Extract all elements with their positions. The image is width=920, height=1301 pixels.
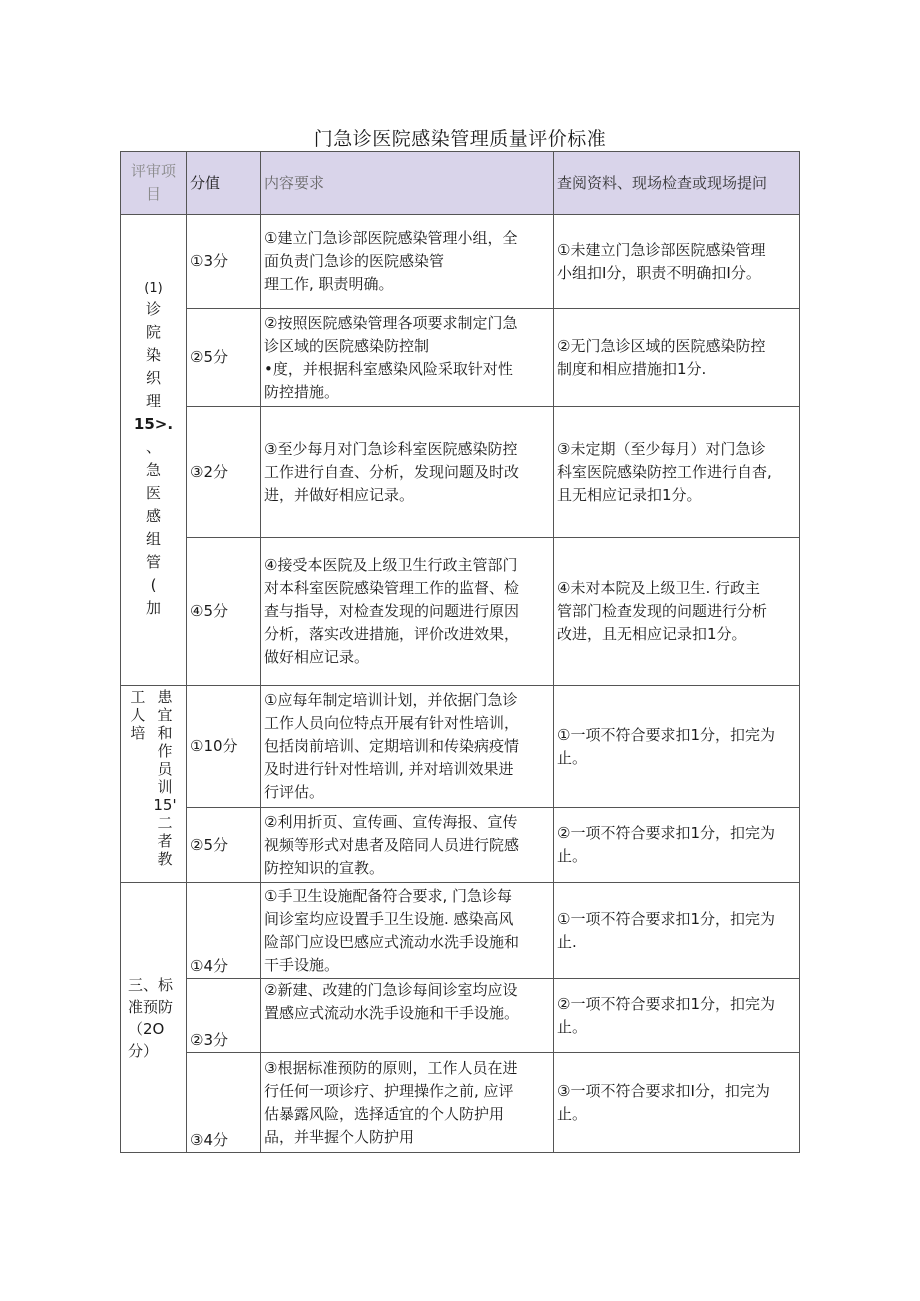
category-char: 患 xyxy=(157,688,173,706)
category-char: 准预防 xyxy=(128,997,174,1016)
category-cell-1 xyxy=(121,215,187,686)
category-char: 三、标 xyxy=(128,975,174,994)
cell-line: ③根据标准预防的原则，工作人员在进 xyxy=(264,1058,518,1077)
category-char: 急 xyxy=(145,461,161,479)
cell-line: 包括岗前培训、定期培训和传染病疫情 xyxy=(264,737,520,755)
cell-line: 且无相应记录扣1分。 xyxy=(557,485,702,504)
check-cell xyxy=(554,808,800,883)
score-cell: ①10分 xyxy=(187,686,261,808)
cell-line: 工作进行自查、分析，发现问题及时改 xyxy=(264,462,520,481)
content-cell xyxy=(261,309,554,407)
category-char: 院 xyxy=(145,323,161,341)
table-row xyxy=(121,538,800,686)
cell-line: ②按照医院感染管理各项要求制定门急 xyxy=(264,313,518,332)
category-2-right-column xyxy=(153,688,176,868)
cell-line: 间诊室均应设置手卫生设施. 感染高风 xyxy=(264,909,514,928)
cell-line: 止. xyxy=(557,932,577,951)
cell-line: ①一项不符合要求扣1分，扣完为 xyxy=(557,725,775,744)
category-2-left-column xyxy=(130,688,145,868)
cell-line: 视频等形式对患者及陪同人员进行院感 xyxy=(264,835,520,854)
cell-line: 查与指导，对检查发现的问题进行原因 xyxy=(264,602,520,620)
category-char: 分） xyxy=(128,1041,159,1060)
cell-line: 防控知识的宣教。 xyxy=(264,858,385,877)
page-title: 门急诊医院感染管理质量评价标准 xyxy=(313,128,607,150)
category-char: 15' xyxy=(153,796,177,814)
category-char: 加 xyxy=(145,599,161,617)
category-3-text xyxy=(124,974,183,1062)
header-check: 查阅资料、现场检查或现场提问 xyxy=(554,152,800,215)
cell-line: 止。 xyxy=(557,1017,588,1036)
cell-line: 止。 xyxy=(557,748,588,767)
header-score: 分值 xyxy=(187,152,261,215)
cell-line: ①手卫生设施配备符合要求, 门急诊每 xyxy=(264,886,512,905)
content-cell xyxy=(261,979,554,1053)
cell-line: 止。 xyxy=(557,847,588,865)
category-char: 感 xyxy=(145,507,161,525)
cell-line: ②利用折页、宣传画、宣传海报、宣传 xyxy=(264,812,518,831)
content-cell xyxy=(261,215,554,309)
category-char: 教 xyxy=(157,850,173,868)
category-char: 和 xyxy=(157,724,173,742)
category-char: 理 xyxy=(145,392,161,410)
category-char: 工 xyxy=(130,688,146,706)
cell-line: 分析，落实改进措施，评价改进效果， xyxy=(264,625,520,643)
category-char: 人 xyxy=(130,706,146,724)
table-row xyxy=(121,979,800,1053)
cell-line: 置感应式流动水洗手设施和干手设施。 xyxy=(264,1004,520,1022)
cell-line: 及时进行针对性培训, 并对培训效果进 xyxy=(264,760,514,778)
header-content: 内容要求 xyxy=(261,152,554,215)
score-cell: ④5分 xyxy=(187,538,261,686)
category-char: 15>. xyxy=(133,415,174,433)
cell-line: 干手设施。 xyxy=(264,955,340,974)
cell-line: •度，并根据科室感染风险采取针对性 xyxy=(264,359,513,378)
category-char: 训 xyxy=(157,778,173,796)
cell-line: 进，并做好相应记录。 xyxy=(264,485,415,504)
cell-line: 工作人员向位特点开展有针对性培训， xyxy=(264,714,520,732)
category-2-text xyxy=(124,686,183,868)
cell-line: 险部门应设巴感应式流动水洗手设施和 xyxy=(264,932,520,951)
cell-line: 做好相应记录。 xyxy=(264,648,370,666)
cell-line: ③一项不符合要求扣I分，扣完为 xyxy=(557,1081,770,1100)
cell-line: ③未定期（至少每月）对门急诊 xyxy=(557,439,766,458)
category-char: 染 xyxy=(145,346,161,364)
cell-line: ②无门急诊区域的医院感染防控 xyxy=(557,336,766,355)
score-cell: ①3分 xyxy=(187,215,261,309)
category-char: 者 xyxy=(157,832,173,850)
cell-line: 管部门检查发现的问题进行分析 xyxy=(557,602,768,620)
cell-line: 小组扣I分，职责不明确扣I分。 xyxy=(557,263,761,282)
content-cell xyxy=(261,686,554,808)
table-header-row xyxy=(121,152,800,215)
evaluation-table xyxy=(120,151,800,1153)
category-1-text xyxy=(124,280,183,620)
category-char: 组 xyxy=(145,530,161,548)
cell-line: 面负责门急诊的医院感染管 xyxy=(264,252,445,270)
check-cell xyxy=(554,407,800,538)
category-char: 诊 xyxy=(145,300,161,318)
cell-line: 改进，且无相应记录扣1分。 xyxy=(557,625,747,643)
cell-line: 制度和相应措施扣1分. xyxy=(557,359,707,378)
cell-line: ④接受本医院及上级卫生行政主管部门 xyxy=(264,556,518,574)
table-row xyxy=(121,309,800,407)
table-row xyxy=(121,407,800,538)
header-category: 评审项目 xyxy=(121,152,187,215)
check-cell xyxy=(554,883,800,979)
content-cell xyxy=(261,1053,554,1153)
cell-line: 对本科室医院感染管理工作的监督、检 xyxy=(264,579,520,597)
table-row xyxy=(121,883,800,979)
category-char: 、 xyxy=(145,438,161,456)
cell-line: 行任何一项诊疗、护理操作之前, 应评 xyxy=(264,1081,514,1100)
cell-line: ②一项不符合要求扣1分，扣完为 xyxy=(557,824,775,842)
table-row xyxy=(121,1053,800,1153)
category-char: (1) xyxy=(144,281,163,296)
table-row xyxy=(121,215,800,309)
cell-line: ②新建、改建的门急诊每间诊室均应设 xyxy=(264,981,518,999)
cell-line: ③至少每月对门急诊科室医院感染防控 xyxy=(264,439,518,458)
score-cell: ③4分 xyxy=(187,1053,261,1153)
table-row xyxy=(121,808,800,883)
cell-line: ①应每年制定培训计划，并依据门急诊 xyxy=(264,691,518,709)
cell-line: 品，并芈握个人防护用 xyxy=(264,1127,415,1146)
score-cell: ①4分 xyxy=(187,883,261,979)
category-char: 织 xyxy=(145,369,161,387)
cell-line: 估暴露风险，选择适宜的个人防护用 xyxy=(264,1104,505,1123)
cell-line: ①未建立门急诊部医院感染管理 xyxy=(557,240,766,259)
content-cell xyxy=(261,407,554,538)
content-cell xyxy=(261,538,554,686)
content-cell xyxy=(261,808,554,883)
check-cell xyxy=(554,979,800,1053)
category-cell-3 xyxy=(121,883,187,1153)
category-char: 宜 xyxy=(157,706,173,724)
category-char: 管 xyxy=(145,553,161,571)
score-cell: ②5分 xyxy=(187,309,261,407)
check-cell xyxy=(554,215,800,309)
category-char: 作 xyxy=(157,742,173,760)
check-cell xyxy=(554,309,800,407)
category-char: 二 xyxy=(157,814,173,832)
cell-line: 行评估。 xyxy=(264,783,325,801)
cell-line: 理工作, 职责明确。 xyxy=(264,275,394,293)
content-cell xyxy=(261,883,554,979)
category-char: ( xyxy=(150,576,157,594)
cell-line: ①建立门急诊部医院感染管理小组，全 xyxy=(264,229,518,247)
check-cell xyxy=(554,686,800,808)
table-row xyxy=(121,686,800,808)
cell-line: ②一项不符合要求扣1分，扣完为 xyxy=(557,994,775,1013)
cell-line: ①一项不符合要求扣1分，扣完为 xyxy=(557,909,775,928)
check-cell xyxy=(554,538,800,686)
score-cell: ③2分 xyxy=(187,407,261,538)
category-char: 医 xyxy=(145,484,161,502)
cell-line: 防控措施。 xyxy=(264,382,340,401)
score-cell: ②5分 xyxy=(187,808,261,883)
category-char: 员 xyxy=(157,760,173,778)
check-cell xyxy=(554,1053,800,1153)
cell-line: 止。 xyxy=(557,1104,588,1123)
category-char: 培 xyxy=(130,724,146,742)
cell-line: 科室医院感染防控工作进行自杳, xyxy=(557,462,772,481)
score-cell: ②3分 xyxy=(187,979,261,1053)
cell-line: ④未对本院及上级卫生. 行政主 xyxy=(557,579,760,597)
category-cell-2 xyxy=(121,686,187,883)
category-char: （2O xyxy=(128,1019,165,1038)
cell-line: 诊区域的医院感染防控制 xyxy=(264,336,430,355)
